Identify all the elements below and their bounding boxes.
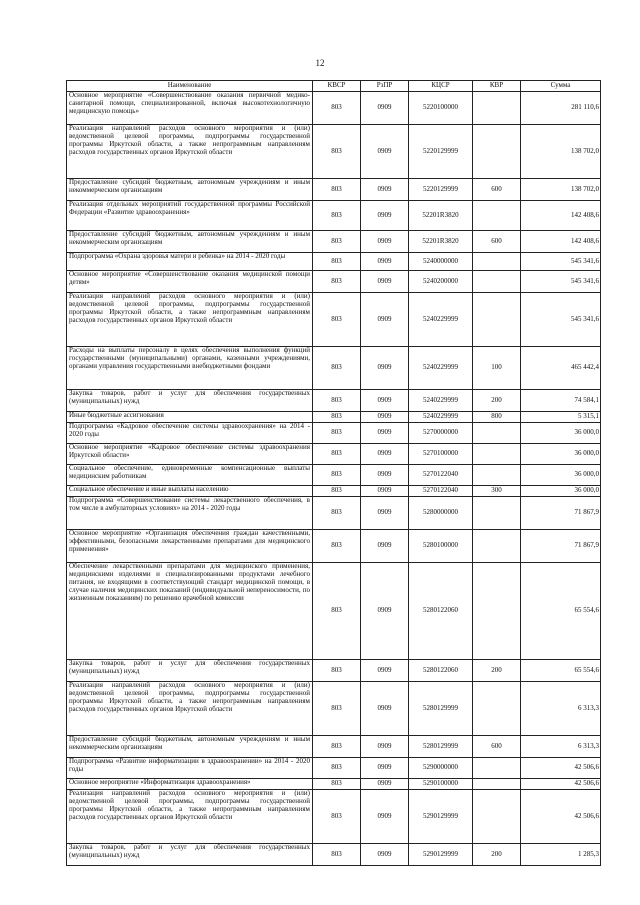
cell-name: Основное мероприятие «Кадровое обеспечение системы здравоохранения Иркутской области» xyxy=(67,444,313,465)
cell-sum: 5 315,1 xyxy=(521,412,601,423)
cell-name: Основное мероприятие «Информатизация здравоохранения» xyxy=(67,779,313,790)
cell-kvr: 800 xyxy=(473,412,521,423)
cell-rzpr: 0909 xyxy=(361,293,409,347)
cell-name: Подпрограмма «Совершенствование системы лекарственного обеспечения, в том числе в амбулаторных условиях» на 2014 - 2020 годы xyxy=(67,497,313,530)
cell-kvsr: 803 xyxy=(313,563,361,660)
cell-rzpr: 0909 xyxy=(361,412,409,423)
table-row xyxy=(67,530,601,563)
cell-name: Закупка товаров, работ и услуг для обеспечения государственных (муниципальных) нужд xyxy=(67,660,313,682)
cell-kvsr: 803 xyxy=(313,423,361,444)
cell-rzpr: 0909 xyxy=(361,201,409,231)
cell-kvsr: 803 xyxy=(313,660,361,682)
cell-sum: 71 867,9 xyxy=(521,497,601,530)
table-row xyxy=(67,347,601,390)
cell-sum: 6 313,3 xyxy=(521,682,601,736)
table-row xyxy=(67,758,601,779)
cell-kvr xyxy=(473,92,521,125)
cell-kvsr: 803 xyxy=(313,530,361,563)
cell-sum: 74 584,1 xyxy=(521,390,601,412)
cell-sum: 138 702,0 xyxy=(521,125,601,179)
cell-kcsr: 5280129999 xyxy=(409,682,473,736)
cell-rzpr: 0909 xyxy=(361,92,409,125)
cell-sum: 142 408,6 xyxy=(521,201,601,231)
cell-rzpr: 0909 xyxy=(361,563,409,660)
cell-kvsr: 803 xyxy=(313,790,361,844)
cell-kvsr: 803 xyxy=(313,293,361,347)
cell-kcsr: 5290129999 xyxy=(409,790,473,844)
cell-kcsr: 5270100000 xyxy=(409,444,473,465)
cell-name: Подпрограмма «Развитие информатизации в здравоохранении» на 2014 - 2020 годы xyxy=(67,758,313,779)
table-row xyxy=(67,660,601,682)
cell-kvsr: 803 xyxy=(313,682,361,736)
cell-name: Расходы на выплаты персоналу в целях обеспечения выполнения функций государственными (муниципальными) органами, казенными учреждениями, органами управления государственными внебюджетными фондами xyxy=(67,347,313,390)
cell-name: Реализация направлений расходов основного мероприятия и (или) ведомственной целевой программы, подпрограммы государственной программы Иркутской области, а также непрограммным направлениям расходов государственных органов Иркутской области xyxy=(67,125,313,179)
table-row xyxy=(67,201,601,231)
cell-kcsr: 5270122040 xyxy=(409,486,473,497)
cell-kcsr: 5290100000 xyxy=(409,779,473,790)
cell-kvsr: 803 xyxy=(313,231,361,253)
cell-sum: 65 554,6 xyxy=(521,563,601,660)
cell-kvr xyxy=(473,253,521,271)
cell-kcsr: 5280000000 xyxy=(409,497,473,530)
cell-sum: 65 554,6 xyxy=(521,660,601,682)
cell-rzpr: 0909 xyxy=(361,497,409,530)
cell-sum: 142 408,6 xyxy=(521,231,601,253)
cell-name: Реализация отдельных мероприятий государственной программы Российской Федерации «Развитие здравоохранения» xyxy=(67,201,313,231)
table-row xyxy=(67,231,601,253)
cell-kvr: 600 xyxy=(473,736,521,758)
table-row xyxy=(67,497,601,530)
cell-rzpr: 0909 xyxy=(361,779,409,790)
header-rzpr: РзПР xyxy=(361,81,409,92)
cell-rzpr: 0909 xyxy=(361,423,409,444)
cell-name: Подпрограмма «Кадровое обеспечение системы здравоохранения» на 2014 - 2020 годы xyxy=(67,423,313,444)
cell-name: Предоставление субсидий бюджетным, автономным учреждениям и иным некоммерческим организациям xyxy=(67,179,313,201)
cell-kcsr: 5270122040 xyxy=(409,465,473,486)
cell-name: Основное мероприятие «Организация обеспечения граждан качественными, эффективными, безопасными лекарственными препаратами для медицинского применения» xyxy=(67,530,313,563)
cell-kvr xyxy=(473,125,521,179)
cell-rzpr: 0909 xyxy=(361,790,409,844)
cell-kvsr: 803 xyxy=(313,497,361,530)
cell-kvr: 600 xyxy=(473,179,521,201)
cell-kcsr: 5290129999 xyxy=(409,844,473,866)
cell-sum: 545 341,6 xyxy=(521,293,601,347)
cell-rzpr: 0909 xyxy=(361,530,409,563)
table-row xyxy=(67,444,601,465)
cell-rzpr: 0909 xyxy=(361,253,409,271)
header-kvsr: КВСР xyxy=(313,81,361,92)
table-row xyxy=(67,253,601,271)
cell-kvr xyxy=(473,423,521,444)
table-row xyxy=(67,412,601,423)
cell-name: Предоставление субсидий бюджетным, автономным учреждениям и иным некоммерческим организациям xyxy=(67,231,313,253)
cell-kcsr: 5220129999 xyxy=(409,179,473,201)
cell-kvr xyxy=(473,444,521,465)
cell-name: Предоставление субсидий бюджетным, автономным учреждениям и иным некоммерческим организациям xyxy=(67,736,313,758)
table-row xyxy=(67,125,601,179)
table-body xyxy=(67,92,601,866)
header-kvr: КВР xyxy=(473,81,521,92)
cell-kvsr: 803 xyxy=(313,844,361,866)
table-row xyxy=(67,563,601,660)
cell-kvr xyxy=(473,201,521,231)
cell-name: Подпрограмма «Охрана здоровья матери и ребенка» на 2014 - 2020 годы xyxy=(67,253,313,271)
cell-kvsr: 803 xyxy=(313,201,361,231)
cell-sum: 545 341,6 xyxy=(521,253,601,271)
cell-sum: 6 313,3 xyxy=(521,736,601,758)
table-row xyxy=(67,790,601,844)
cell-kvr xyxy=(473,758,521,779)
cell-sum: 42 506,6 xyxy=(521,779,601,790)
cell-kvsr: 803 xyxy=(313,390,361,412)
cell-rzpr: 0909 xyxy=(361,444,409,465)
table-row xyxy=(67,682,601,736)
cell-sum: 42 506,6 xyxy=(521,790,601,844)
table-row xyxy=(67,736,601,758)
table-row xyxy=(67,390,601,412)
cell-kcsr: 5280100000 xyxy=(409,530,473,563)
cell-kvsr: 803 xyxy=(313,779,361,790)
cell-rzpr: 0909 xyxy=(361,390,409,412)
cell-kvsr: 803 xyxy=(313,253,361,271)
cell-kcsr: 5220129999 xyxy=(409,125,473,179)
table-row xyxy=(67,465,601,486)
table-row xyxy=(67,293,601,347)
cell-rzpr: 0909 xyxy=(361,844,409,866)
cell-name: Обеспечение лекарственными препаратами для медицинского применения, медицинскими изделиями и специализированными продуктами лечебного питания, не входящими в соответствующий стандарт медицинской помощи, в случае наличия медицинских показаний (индивидуальной непереносимости, по жизненным показаниям) по решению врачебной комиссии xyxy=(67,563,313,660)
cell-rzpr: 0909 xyxy=(361,125,409,179)
cell-name: Реализация направлений расходов основного мероприятия и (или) ведомственной целевой программы, подпрограммы государственной программы Иркутской области, а также непрограммным направлениям расходов государственных органов Иркутской области xyxy=(67,790,313,844)
cell-rzpr: 0909 xyxy=(361,465,409,486)
cell-name: Основное мероприятие «Совершенствование оказания первичной медико-санитарной помощи, специализированной, включая высокотехнологичную медицинскую помощь» xyxy=(67,92,313,125)
cell-rzpr: 0909 xyxy=(361,682,409,736)
cell-kvr xyxy=(473,563,521,660)
cell-kvr: 200 xyxy=(473,660,521,682)
table-row xyxy=(67,271,601,293)
table-row xyxy=(67,486,601,497)
cell-name: Реализация направлений расходов основного мероприятия и (или) ведомственной целевой программы, подпрограммы государственной программы Иркутской области, а также непрограммным направлениям расходов государственных органов Иркутской области xyxy=(67,293,313,347)
cell-kvsr: 803 xyxy=(313,92,361,125)
cell-name: Социальное обеспечение, единовременные компенсационные выплаты медицинским работникам xyxy=(67,465,313,486)
cell-kvr xyxy=(473,465,521,486)
page-number: 12 xyxy=(315,58,325,68)
cell-name: Социальное обеспечение и иные выплаты населению xyxy=(67,486,313,497)
cell-kvsr: 803 xyxy=(313,271,361,293)
cell-kcsr: 5240229999 xyxy=(409,293,473,347)
cell-sum: 42 506,6 xyxy=(521,758,601,779)
cell-kcsr: 52201R3820 xyxy=(409,201,473,231)
table-header-row xyxy=(67,81,601,92)
cell-sum: 36 000,0 xyxy=(521,423,601,444)
cell-kcsr: 5240229999 xyxy=(409,390,473,412)
cell-rzpr: 0909 xyxy=(361,347,409,390)
table-row xyxy=(67,92,601,125)
cell-kvr xyxy=(473,293,521,347)
cell-kvr: 200 xyxy=(473,390,521,412)
cell-kcsr: 5240229999 xyxy=(409,412,473,423)
cell-kvr xyxy=(473,790,521,844)
cell-sum: 36 000,0 xyxy=(521,465,601,486)
cell-kvsr: 803 xyxy=(313,412,361,423)
cell-kvsr: 803 xyxy=(313,444,361,465)
cell-kvsr: 803 xyxy=(313,758,361,779)
cell-sum: 36 000,0 xyxy=(521,444,601,465)
cell-kvr xyxy=(473,271,521,293)
cell-kvr xyxy=(473,497,521,530)
cell-rzpr: 0909 xyxy=(361,231,409,253)
header-sum: Сумма xyxy=(521,81,601,92)
cell-kcsr: 5240229999 xyxy=(409,347,473,390)
cell-kvr: 200 xyxy=(473,844,521,866)
cell-kvsr: 803 xyxy=(313,347,361,390)
cell-kcsr: 5270000000 xyxy=(409,423,473,444)
cell-sum: 281 110,6 xyxy=(521,92,601,125)
cell-kvsr: 803 xyxy=(313,736,361,758)
cell-kcsr: 5280122060 xyxy=(409,563,473,660)
cell-sum: 545 341,6 xyxy=(521,271,601,293)
cell-kvsr: 803 xyxy=(313,125,361,179)
cell-kvr xyxy=(473,682,521,736)
cell-sum: 36 000,0 xyxy=(521,486,601,497)
cell-name: Иные бюджетные ассигнования xyxy=(67,412,313,423)
cell-rzpr: 0909 xyxy=(361,758,409,779)
cell-rzpr: 0909 xyxy=(361,271,409,293)
cell-kcsr: 5240200000 xyxy=(409,271,473,293)
cell-name: Основное мероприятие «Совершенствование оказания медицинской помощи детям» xyxy=(67,271,313,293)
cell-kvr: 300 xyxy=(473,486,521,497)
cell-kvr xyxy=(473,779,521,790)
cell-kcsr: 5280122060 xyxy=(409,660,473,682)
cell-rzpr: 0909 xyxy=(361,179,409,201)
cell-name: Реализация направлений расходов основного мероприятия и (или) ведомственной целевой программы, подпрограммы государственной программы Иркутской области, а также непрограммным направлениям расходов государственных органов Иркутской области xyxy=(67,682,313,736)
cell-sum: 465 442,4 xyxy=(521,347,601,390)
cell-rzpr: 0909 xyxy=(361,660,409,682)
cell-kvr: 600 xyxy=(473,231,521,253)
cell-kcsr: 5220100000 xyxy=(409,92,473,125)
table-row xyxy=(67,844,601,866)
cell-name: Закупка товаров, работ и услуг для обеспечения государственных (муниципальных) нужд xyxy=(67,390,313,412)
cell-sum: 1 285,3 xyxy=(521,844,601,866)
budget-table xyxy=(66,80,601,866)
cell-sum: 71 867,9 xyxy=(521,530,601,563)
cell-sum: 138 702,0 xyxy=(521,179,601,201)
table-row xyxy=(67,423,601,444)
cell-kcsr: 5280129999 xyxy=(409,736,473,758)
cell-kvr: 100 xyxy=(473,347,521,390)
cell-kvr xyxy=(473,530,521,563)
cell-rzpr: 0909 xyxy=(361,486,409,497)
cell-kvsr: 803 xyxy=(313,179,361,201)
header-name: Наименование xyxy=(67,81,313,92)
cell-kvsr: 803 xyxy=(313,486,361,497)
cell-name: Закупка товаров, работ и услуг для обеспечения государственных (муниципальных) нужд xyxy=(67,844,313,866)
cell-kvsr: 803 xyxy=(313,465,361,486)
cell-kcsr: 52201R3820 xyxy=(409,231,473,253)
cell-kcsr: 5290000000 xyxy=(409,758,473,779)
table-row xyxy=(67,179,601,201)
table-row xyxy=(67,779,601,790)
cell-rzpr: 0909 xyxy=(361,736,409,758)
header-kcsr: КЦСР xyxy=(409,81,473,92)
cell-kcsr: 5240000000 xyxy=(409,253,473,271)
